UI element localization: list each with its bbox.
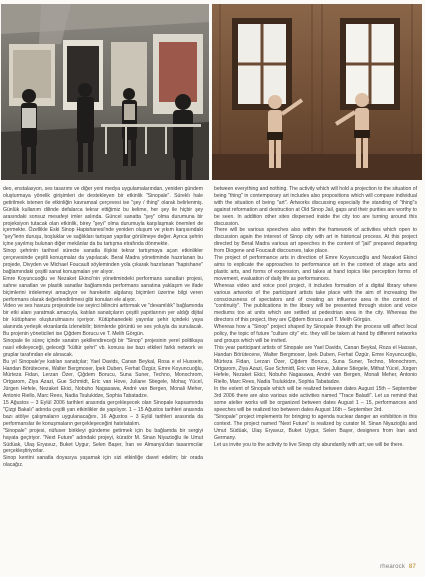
turkish-paragraph: 15 Ağustos – 3 Eylül 2006 tarihleri arasında gerçekleşecek olan Sinopale kapsamında "Çizgi Bakalı" adında çeşitli yan etkinlikler de yapılıyor. 1 – 15 Ağustos tarihleri arasında bazı atölye çalışmaların uygulanacağını, 16 Ağustos – 3 Eylül tarihleri arasında da performanslar ile konuşmaların gerçekleşeceğini hatırlatalım. [3, 400, 203, 427]
turkish-paragraph: deo, enstalasyon, ses tasarımı ve diğer yeni medya uygulamalarından, yeniden gündem oluşturmaya yönelik girişimleri de destekleyen bir etkinlik "Sinopale". Süreklı hale getirilmek istenen ile etkinliğin kavramsal çerçevesi ise "şey / thing" olarak belirlenmiş. Günlük kullanım dilinde defalarca tekrar ettiğimiz bu kelime, her şey ile hiçbir şey arasındaki sonsuz mesafeyi imler aslında. Güncel sanatta "şey" olma durumuna bir projeksiyon tutacak olan etkinlik, birey "şeyi" olma durumuyla karşılaşmak önemleri de içermekte. Özellikle Eski Sinop Hapishanesi'nde yeniden oluşum ve yıkım karşısındaki "şey"lerin duruşu, boşluklar ve sağlıkları tartışan yapıtlar görülmeye değer. Ayrıca şehrin içine yayılmış bulunan diğer mekânlar da bu tartışma etrafında dönmekte. [3, 186, 203, 248]
article-column-turkish [3, 186, 203, 469]
exhibition-photo-left [1, 4, 209, 180]
page-number: 87 [408, 564, 416, 570]
english-paragraph: Let us invite you to the activity to live Sinop city abundantly with art; we will be there. [214, 441, 404, 448]
exhibition-photo-left-image [1, 4, 209, 180]
english-paragraph: There will be various speeches also within the framework of activities which open to discussion again the interest of Sinop city with art in historical process. At this project directed by Beral Madra various art speeches in the content of "jail" prepared departing from Diogene and Foucault discourses, take place. [214, 227, 417, 255]
turkish-paragraph: Video ve ses havuzu projesinde ise seyirci bilincini arttırmak ve "devamlılık" bağlamında bir etki alanı yaratmak amacıyla, katılan sanatçıların çeşitli yapıtlarının yer aldığı dijital bir kütüphane oluşturulmasını içeriyor. Kütüphanedeki yayınlar şehir içindeki yaya alanında yerleşik ekranlarda izlenebilir; birimlerde görüntü ve ses yoluyla da sunulacak. Bu projenin yöneticileri ise Çiğdem Borucu ve T. Melih Görgün. [3, 303, 203, 338]
turkish-paragraph: "Sinopale" projesi, nüfuser birikleyi gündeme getirmek için bu bağlamda bir sergiyi hayata geçiriyor. "Next Future" adındaki projeyi, küratör M. Sinan Niyazioğlu ile Umut Südüak, Ulaş Eryavuz, Buket Uygur, Selen Başer, İran ve Almanya'dan tasarımcılar gerçekleştiriyorlar. [3, 427, 203, 455]
english-paragraph: between everything and nothing. The activity which will hold a projection to the situation of being "thing" in contemporary art includes also propositions which will compare individual with the situation of being "art". Artworks discussing especially the standing of "thing"s against reformation and destruction at Old Sinop Jail, gaps and their purities are worthy to be seen. In addition other sites dispersed inside the city too are turning around this discussion. [214, 186, 417, 227]
performance-photo-right-image [212, 4, 422, 180]
turkish-paragraph: Bu yıl Sinopale'ye katılan sanatçılar; Yael Davids, Canan Beykal, Rosa e el Hussein, Handan Börütecene, Walter Bergmoser, İpek Duben, Ferhat Özgür, Emre Koyuncuoğlu, Mürteza Fidan, Lerzan Özer, Çiğdem Borucu, Suna Suner, Techno, Monochrom, Ortgarom, Ziya Azazi, Gue Schmidt, Eric van Hove, Juliane Stiegele, Mohaç Yücel, Jürgen Hefele, Nezaket Ekici, Nobuho Nagasawa, André van Bergen, Monali Meher, Antonio Riello, Marc Rees, Nadia Tsulukidze, Sophia Tabatadze. [3, 358, 203, 400]
english-paragraph: "Sinopale" project implements for bringing to agenda nuclear danger an exhibition in this context. The project named "Next Future" is realized by curator M. Sinan Niyazioğlu and Umut Südüak, Ulaş Eryavuz, Buket Uygur, Selen Başer, designers from Iran and Germany. [214, 413, 417, 441]
turkish-paragraph: Sinop kentini sanatla doyasıya yaşamak için sizi etkinliğe davet edelim; bir orada olacağız. [3, 455, 203, 469]
turkish-paragraph: Emre Koyuncuoğlu ve Nezaket Ekinci'nin yönetimindeki performans sanatları projesi, sahne sanatları ve plastik sanatlar bağlamında performans sanatına yaklaşım ve ifade biçimlerini irdelemeyi amaçlıyor ve hareketin algılanış biçimleri üzerine bilgi veren performans olarak değerlendirilmesi gibi konuları ele alıyor. [3, 275, 203, 303]
turkish-paragraph: Sinopale ile süreç içinde sanatın şekillendireceği bir "Sinop" projesinin yerel politikaya nasıl etkileyeceği, geleceği "kültür şehri" vb. konusu ise bazı etkileri farklı network ve gruplar tarafından ele alınacak. [3, 337, 203, 358]
english-paragraph: Whereas how a "Sinop" project shaped by Sinopale through the process will affect local policy, the topic of future "culture city" etc. they will be taken at hand by different networks and groups which will be invited. [214, 324, 417, 344]
english-paragraph: Whereas video and voice pool project, it includes formation of a digital library where various artworks of the participant artists take place with the aim of increasing the consciousness of spectators and of creating an influence area in the context of "continuity". The publications in the library will be presented through vision and voice mediums too at units which are settled at pedestrian area in the city. Whereas the directors of this project, they are Çiğdem Borucu and T. Melih Görgün. [214, 282, 417, 324]
english-paragraph: In the extent of Sinopale which will be realized between dates August 15th – September 3rd 2006 there are also various side activities named "Trace Baladi". Let us remind that some atelier works will be organized between dates August 1 – 15, performances and speeches will be realized too between dates August 16th – September 3rd. [214, 386, 417, 413]
performance-photo-right [212, 4, 422, 180]
magazine-name: rhearock [380, 564, 406, 570]
turkish-paragraph: Sinop şehrinin tarihsel sürecte sanatla ilişkisi tekrar tartışmaya açan etkinlikler çerçevesinde çeşitli konuşmalar da yapılacak. Beral Madra yönetiminde hazırlanan bu projede, Divyden ve Michael Foucault söyleminden yola çıkarak hazırlanan "hapishane" bağlamındaki çeşitli sanat konuşmaları yer alıyor. [3, 248, 203, 275]
article-column-english [214, 186, 417, 448]
english-paragraph: This year participant artists of Sinopale are Yael Davids, Canan Beykal, Roza el Hassan, Handan Börütecene, Walter Bergmoser, İpek Duben, Ferhat Özgür, Emre Koyuncuoğlu, Mürteza Fidan, Lerzan Özer, Çiğdem Borucu, Suna Suner, Techno, Monochrom, Ortgarom, Ziya Azazi, Gue Schmidt, Eric van Hove, Juliane Stiegele, Mithat Yücel, Jürgen Hefele, Nezaket Ekici, Nobuho Nagasawa, André van Bergen, Monali Meher, Antonio Riello, Marc Rees, Nadia Tsulukidze, Sophia Tabatadze. [214, 344, 417, 386]
english-paragraph: The project of performance arts in direction of Emre Koyuncuoğlu and Nezaket Ekinci aims to explicate the approaches to performance art in the context of stage arts and plastic arts, and forms of expression, and takes at hand topics like perception forms of movement, evaluation of daily life as performances. [214, 255, 417, 282]
page-footer [380, 564, 416, 570]
